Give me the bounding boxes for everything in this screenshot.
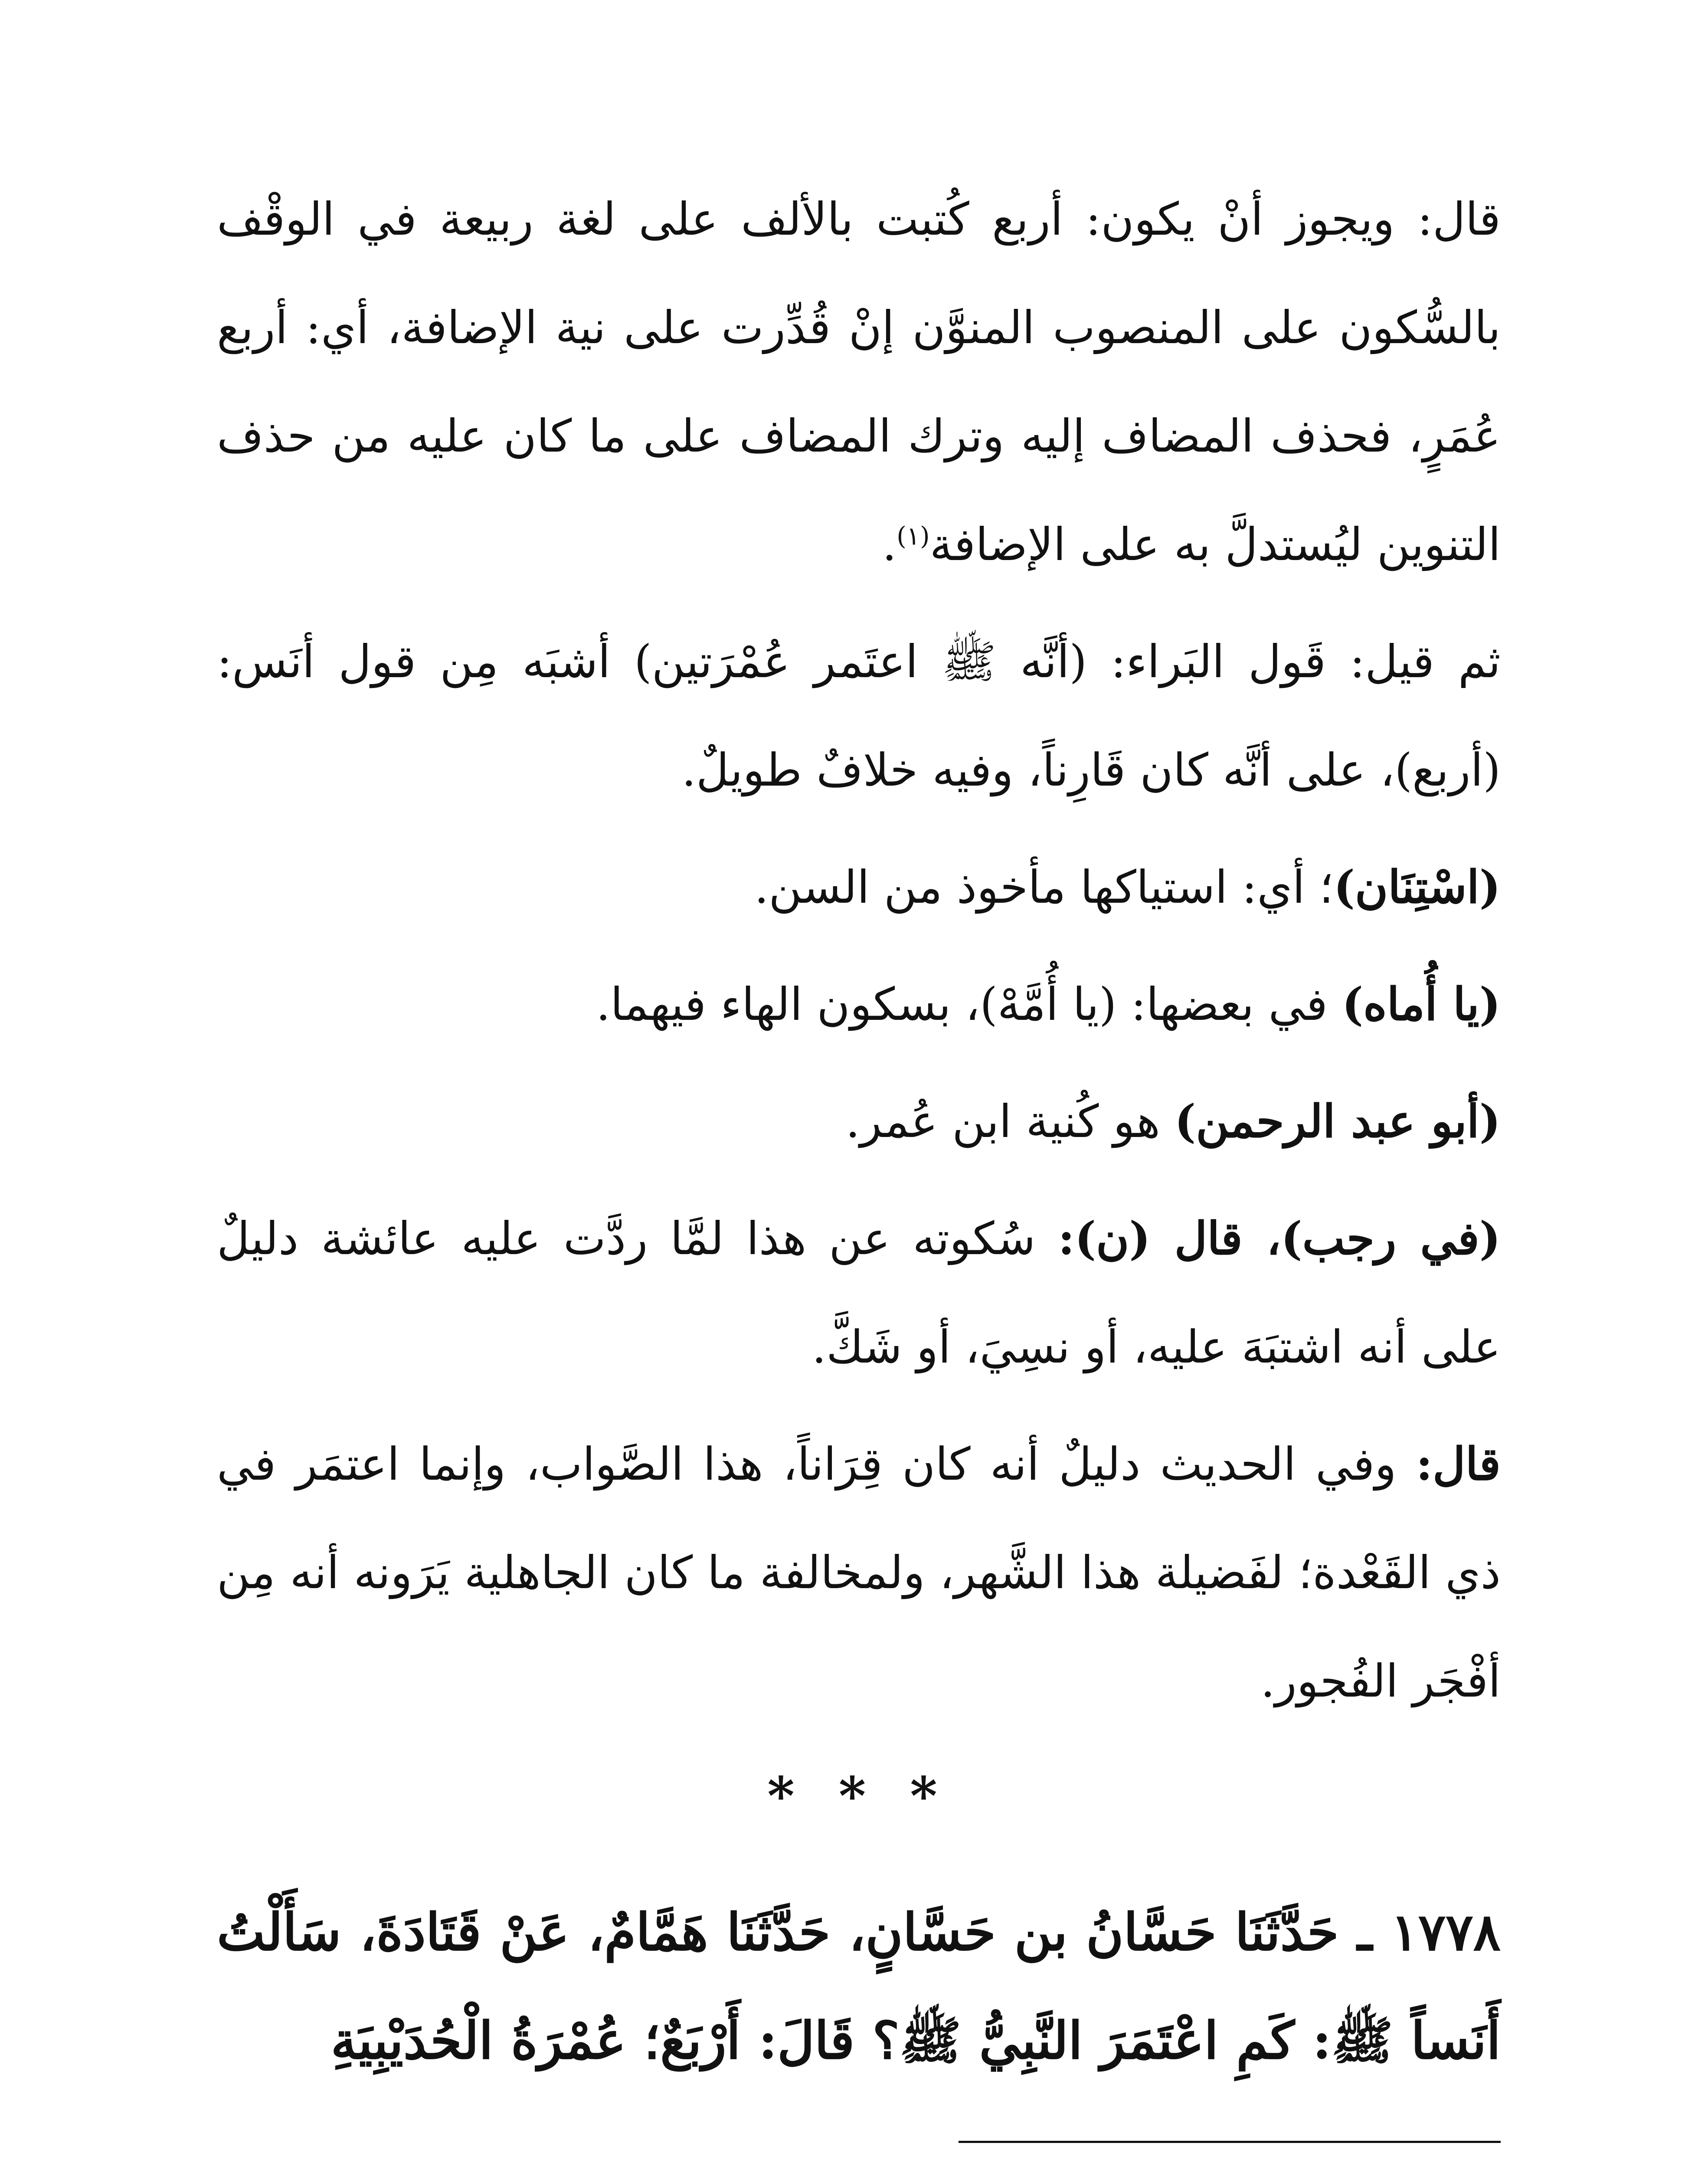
paragraph-text: ثم قيل: قَول البَراء: (أنَّه ﷺ اعتَمر عُمْرَتين) أشبَه مِن قول أنَس: (أربع)، على أنَّه كان قَارِناً، وفيه خلافٌ طويلٌ. [217,635,1501,796]
footnote-reference: (١) [897,521,930,551]
paragraph-end: . [882,518,897,571]
bold-lead: (أبو عبد الرحمن) [1175,1094,1501,1148]
footnote-divider [959,2141,1501,2143]
paragraph-text: في بعضها: (يا أُمَّهْ)، بسكون الهاء فيهما. [596,978,1342,1031]
paragraph-6 [217,1184,1501,1401]
bold-lead: (يا أُماه) [1342,977,1501,1031]
paragraph-4 [217,950,1501,1058]
paragraph-7 [217,1410,1501,1735]
paragraph-text: هو كُنية ابن عُمر. [845,1095,1175,1148]
hadith-text: ١٧٧٨ ـ حَدَّثَنَا حَسَّانُ بن حَسَّانٍ، حَدَّثَنَا هَمَّامٌ، عَنْ قَتَادَةَ، سَأَلْتُ أَنَساً ﷺ: كَمِ اعْتَمَرَ النَّبِيُّ ﷺ؟ قَالَ: أَرْبَعٌ؛ عُمْرَةُ الْحُدَيْبِيَةِ [217,1902,1501,2071]
paragraph-text: ؛ أي: استياكها مأخوذ من السن. [754,861,1334,914]
bold-lead: (في رجب)، قال (ن): [1058,1212,1501,1265]
paragraph-2 [217,607,1501,824]
page-body [217,165,1501,2146]
paragraph-text: وفي الحديث دليلٌ أنه كان قِرَاناً، هذا الصَّواب، وإنما اعتمَر في ذي القَعْدة؛ لفَضيلة هذا الشَّهر، ولمخالفة ما كان الجاهلية يَرَونه أنه مِن أفْجَر الفُجور. [217,1438,1501,1707]
paragraph-text: قال: ويجوز أنْ يكون: أربع كُتبت بالألف على لغة ربيعة في الوقْف بالسُّكون على المنصوب المنوَّن إنْ قُدِّرت على نية الإضافة، أي: أربع عُمَرٍ، فحذف المضاف إليه وترك المضاف على ما كان عليه من حذف التنوين ليُستدلَّ به على الإضافة [217,193,1501,571]
paragraph-text: سُكوته عن هذا لمَّا ردَّت عليه عائشة دليلٌ على أنه اشتبَهَ عليه، أو نسِيَ، أو شَكَّ. [217,1212,1501,1373]
paragraph-1 [217,165,1501,599]
paragraph-3 [217,833,1501,941]
paragraph-5 [217,1067,1501,1176]
section-separator: * * * [767,1766,950,1827]
bold-lead: قال: [1416,1437,1501,1491]
bold-lead: (اسْتِنَان) [1333,860,1501,914]
